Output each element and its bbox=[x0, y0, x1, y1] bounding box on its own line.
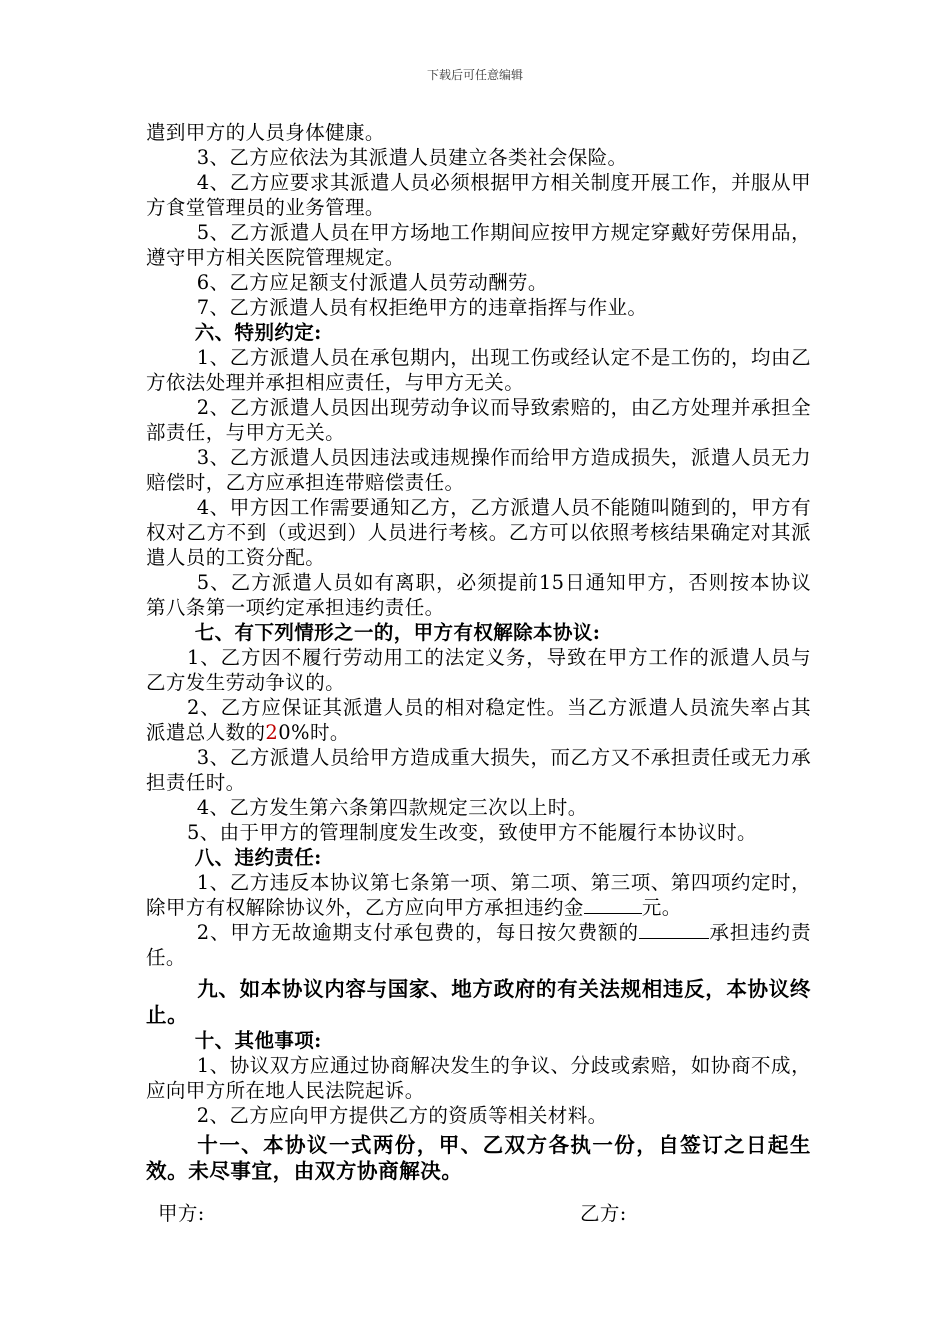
clause-6-3: 3、乙方派遣人员因违法或违规操作而给甲方造成损失，派遣人员无力赔偿时，乙方应承担连带赔偿责任。 bbox=[146, 446, 811, 494]
clause-8-2-suffix: 承担违约责任。 bbox=[146, 921, 811, 969]
clause-5-4: 4、乙方应要求其派遣人员必须根据甲方相关制度开展工作，并服从甲方食堂管理员的业务管理。 bbox=[146, 171, 811, 219]
clause-5-3: 3、乙方应依法为其派遣人员建立各类社会保险。 bbox=[196, 146, 628, 169]
paragraph-continued: 遣到甲方的人员身体健康。 bbox=[146, 121, 385, 144]
clause-7-4: 4、乙方发生第六条第四款规定三次以上时。 bbox=[196, 796, 588, 819]
section-10-heading: 十、其他事项: bbox=[194, 1029, 322, 1052]
clause-7-2-percent-digit: 2 bbox=[265, 721, 279, 744]
party-b-signature-label: 乙方: bbox=[580, 1202, 627, 1225]
clause-5-6: 6、乙方应足额支付派遣人员劳动酬劳。 bbox=[196, 271, 548, 294]
section-11-heading: 十一、本协议一式两份，甲、乙双方各执一份，自签订之日起生效。未尽事宜，由双方协商解决。 bbox=[146, 1133, 811, 1183]
page-header: 下载后可任意编辑 bbox=[426, 68, 523, 82]
clause-8-1-unit: 元。 bbox=[641, 896, 682, 919]
clause-6-5: 5、乙方派遣人员如有离职，必须提前15日通知甲方，否则按本协议第八条第一项约定承担违约责任。 bbox=[146, 571, 811, 619]
section-6-heading: 六、特别约定: bbox=[194, 321, 322, 344]
clause-7-2 bbox=[146, 695, 811, 745]
party-a-signature-label: 甲方: bbox=[158, 1202, 205, 1225]
clause-7-1: 1、乙方因不履行劳动用工的法定义务，导致在甲方工作的派遣人员与乙方发生劳动争议的。 bbox=[146, 646, 811, 694]
clause-6-4: 4、甲方因工作需要通知乙方，乙方派遣人员不能随叫随到的，甲方有权对乙方不到（或迟到）人员进行考核。乙方可以依照考核结果确定对其派遣人员的工资分配。 bbox=[146, 496, 811, 569]
clause-6-1: 1、乙方派遣人员在承包期内，出现工伤或经认定不是工伤的，均由乙方依法处理并承担相应责任，与甲方无关。 bbox=[146, 346, 811, 394]
section-9-heading: 九、如本协议内容与国家、地方政府的有关法规相违反，本协议终止。 bbox=[146, 977, 811, 1027]
clause-10-2: 2、乙方应向甲方提供乙方的资质等相关材料。 bbox=[196, 1104, 608, 1127]
clause-8-1-text: 1、乙方违反本协议第七条第一项、第二项、第三项、第四项约定时，除甲方有权解除协议外，乙方应向甲方承担违约金 bbox=[146, 871, 811, 919]
clause-8-2 bbox=[146, 920, 811, 970]
document-body bbox=[146, 120, 811, 1184]
clause-6-2: 2、乙方派遣人员因出现劳动争议而导致索赔的，由乙方处理并承担全部责任，与甲方无关。 bbox=[146, 396, 811, 444]
clause-7-2-text: 2、乙方应保证其派遣人员的相对稳定性。当乙方派遣人员流失率占其派遣总人数的 bbox=[146, 696, 811, 744]
clause-8-1 bbox=[146, 870, 811, 920]
clause-5-7: 7、乙方派遣人员有权拒绝甲方的违章指挥与作业。 bbox=[196, 296, 648, 319]
clause-7-3: 3、乙方派遣人员给甲方造成重大损失，而乙方又不承担责任或无力承担责任时。 bbox=[146, 746, 811, 794]
section-8-heading: 八、违约责任: bbox=[194, 846, 322, 869]
clause-5-5: 5、乙方派遣人员在甲方场地工作期间应按甲方规定穿戴好劳保用品，遵守甲方相关医院管理规定。 bbox=[146, 221, 811, 269]
clause-7-2-suffix: 0%时。 bbox=[278, 721, 350, 744]
penalty-amount-blank[interactable] bbox=[584, 895, 642, 914]
clause-7-5: 5、由于甲方的管理制度发生改变，致使甲方不能履行本协议时。 bbox=[186, 821, 757, 844]
clause-10-1: 1、协议双方应通过协商解决发生的争议、分歧或索赔，如协商不成，应向甲方所在地人民法院起诉。 bbox=[146, 1054, 811, 1102]
clause-8-2-text: 2、甲方无故逾期支付承包费的，每日按欠费额的 bbox=[196, 921, 639, 944]
penalty-rate-blank[interactable] bbox=[639, 920, 709, 939]
section-7-heading: 七、有下列情形之一的，甲方有权解除本协议: bbox=[194, 621, 601, 644]
